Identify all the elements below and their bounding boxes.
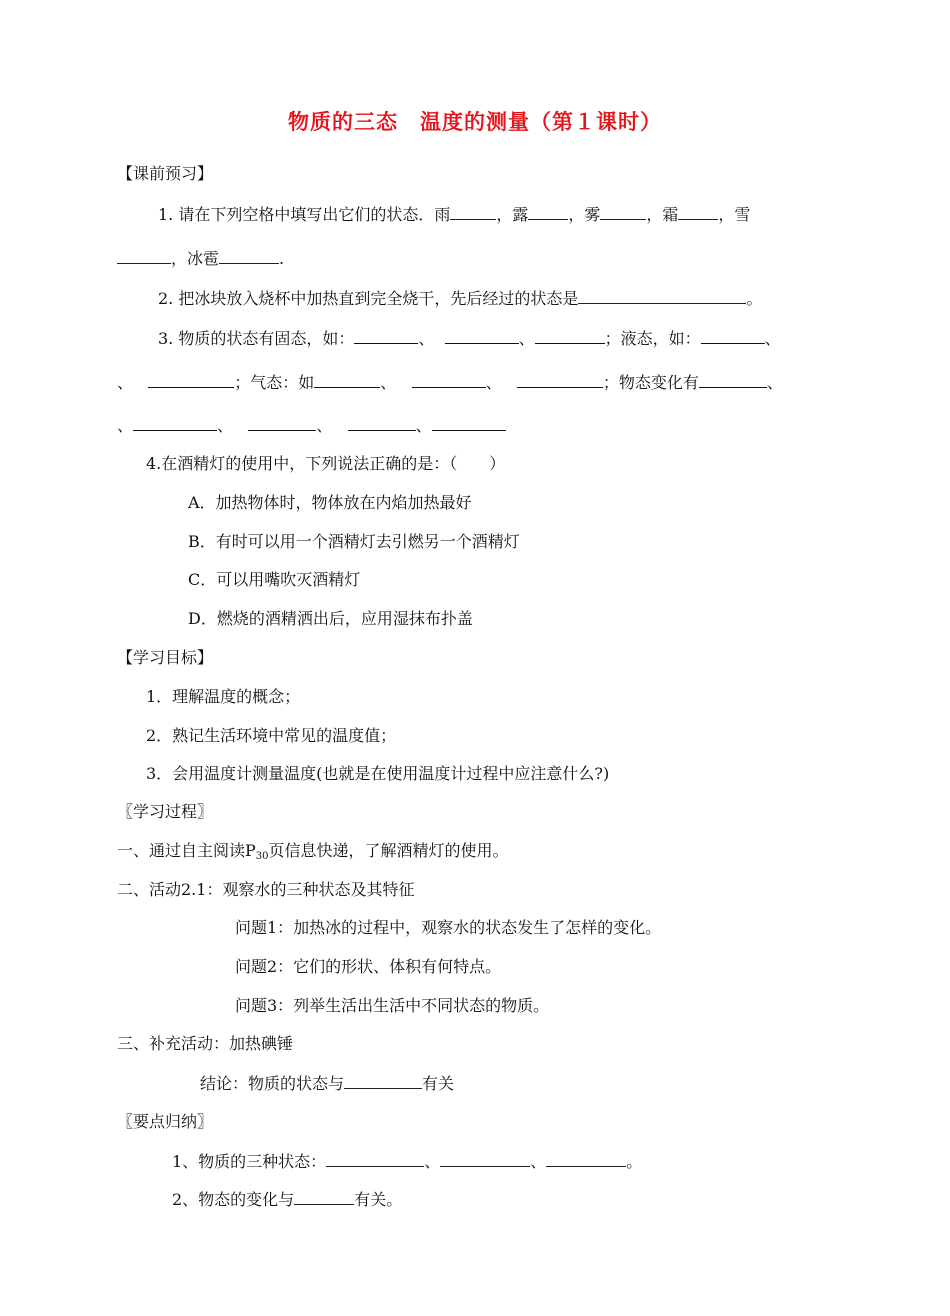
question-3-line-1 [158,327,781,350]
blank-solid-1[interactable] [354,327,418,344]
blank-rain[interactable] [450,203,496,220]
section-heading-preview: 【课前预习】 [117,164,214,183]
text: . [279,249,285,268]
summary-point-2 [172,1188,402,1211]
text: 1、物质的三种状态： [172,1152,327,1171]
option-b[interactable]: B．有时可以用一个酒精灯去引燃另一个酒精灯 [188,532,520,551]
option-c[interactable]: C．可以用嘴吹灭酒精灯 [188,570,361,589]
question-3-line-2 [117,371,783,394]
blank-change-1[interactable] [699,371,767,388]
blank-dew[interactable] [528,203,568,220]
process-question: 问题3：列举生活出生活中不同状态的物质。 [235,996,550,1015]
blank-state-1[interactable] [326,1150,424,1167]
blank-state-sequence[interactable] [578,287,746,304]
text: 结论：物质的状态与 [200,1074,345,1093]
goal-item: 3．会用温度计测量温度(也就是在使用温度计过程中应注意什么?) [146,764,610,783]
text: 、 [485,373,502,392]
goal-item: 1．理解温度的概念； [146,687,301,706]
text: 、 [117,373,134,392]
process-question: 问题1：加热冰的过程中，观察水的状态发生了怎样的变化。 [235,918,662,937]
blank-conclusion[interactable] [344,1072,422,1089]
question-number: 2. [158,289,174,308]
text: ，雾 [568,205,601,224]
process-question: 问题2：它们的形状、体积有何特点。 [235,957,502,976]
text: 。 [746,289,763,308]
process-step-1 [117,840,509,868]
text: ，露 [496,205,529,224]
option-a[interactable]: A．加热物体时，物体放在内焰加热最好 [188,493,472,512]
conclusion [200,1072,454,1095]
blank-snow[interactable] [117,247,171,264]
blank-fog[interactable] [600,203,646,220]
text: ，冰雹 [171,249,220,268]
question-number: 1. [158,205,174,224]
text: 、 [217,416,234,435]
option-d[interactable]: D．燃烧的酒精洒出后，应用湿抹布扑盖 [188,609,473,628]
question-text: 请在下列空格中填写出它们的状态．雨 [178,205,451,224]
blank-change-factor[interactable] [294,1188,354,1205]
text: 有关。 [354,1190,403,1209]
text: ，雪 [718,205,751,224]
text: ；物态变化有 [602,373,699,392]
text: 、 [418,329,435,348]
text: 有关 [422,1074,455,1093]
question-1-line-2 [117,247,284,270]
text: 2、物态的变化与 [172,1190,295,1209]
question-4-stem: 4.在酒精灯的使用中，下列说法正确的是：（ ） [146,454,506,473]
text: 、 [764,329,781,348]
text: 页信息快递，了解酒精灯的使用。 [268,841,509,860]
section-heading-summary: 〖要点归纳〗 [117,1112,214,1131]
text: 、 [530,1152,547,1171]
blank-solid-3[interactable] [535,327,605,344]
page-title: 物质的三态 温度的测量（第１课时） [288,109,662,134]
question-1-line-1 [158,203,750,226]
text: 、 [117,416,134,435]
text: ，霜 [646,205,679,224]
blank-change-5[interactable] [432,414,506,431]
blank-gas-3[interactable] [517,371,603,388]
section-heading-process: 〖学习过程〗 [117,802,214,821]
text: 、 [316,416,333,435]
text: 、 [518,329,535,348]
text: 、 [380,373,397,392]
process-step-3: 三、补充活动：加热碘锤 [117,1034,294,1053]
text: 、 [415,416,432,435]
blank-liquid-1[interactable] [701,327,765,344]
blank-change-4[interactable] [348,414,416,431]
goal-item: 2．熟记生活环境中常见的温度值； [146,726,397,745]
question-3-line-3 [117,414,506,437]
section-heading-goals: 【学习目标】 [117,648,214,667]
blank-change-2[interactable] [133,414,217,431]
text: 。 [626,1152,643,1171]
blank-state-3[interactable] [546,1150,626,1167]
blank-gas-2[interactable] [412,371,486,388]
blank-liquid-2[interactable] [148,371,234,388]
summary-point-1 [172,1150,642,1173]
text: ；液态，如： [604,329,701,348]
question-2 [158,287,762,310]
blank-change-3[interactable] [248,414,316,431]
blank-solid-2[interactable] [445,327,519,344]
blank-gas-1[interactable] [314,371,380,388]
text: 、 [424,1152,441,1171]
text: 一、通过自主阅读P [117,841,256,860]
question-text: 把冰块放入烧杯中加热直到完全烧干，先后经过的状态是 [178,289,579,308]
process-step-2: 二、活动2.1：观察水的三种状态及其特征 [117,880,415,899]
page-subscript: 30 [255,851,269,862]
text: 、 [766,373,783,392]
blank-state-2[interactable] [440,1150,530,1167]
text: ；气态：如 [234,373,315,392]
blank-frost[interactable] [678,203,718,220]
question-number: 3. [158,329,174,348]
blank-hail[interactable] [219,247,279,264]
question-text: 物质的状态有固态，如： [178,329,355,348]
